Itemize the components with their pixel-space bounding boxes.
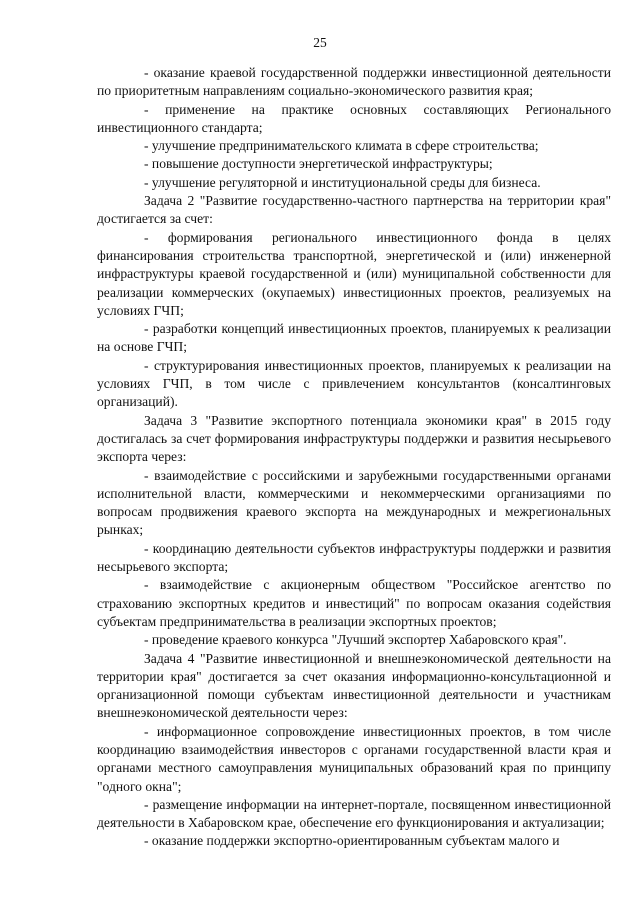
paragraph: - повышение доступности энергетической инфраструктуры; xyxy=(144,156,493,172)
paragraph: Задача 4 "Развитие инвестиционной и внешнеэкономической деятельности на территории края" достигается за счет оказания информационно-консультационной и организационной помощи субъектам инвестиционной деятельности и участникам внешнеэкономической деятельности через: xyxy=(97,650,611,721)
paragraph: - структурирования инвестиционных проектов, планируемых к реализации на условиях ГЧП, в том числе с привлечением консультантов (консалтинговых организаций). xyxy=(97,357,611,410)
paragraph: - разработки концепций инвестиционных проектов, планируемых к реализации на основе ГЧП; xyxy=(97,321,611,355)
paragraph: - размещение информации на интернет-портале, посвященном инвестиционной деятельности в Хабаровском крае, обеспечение его функционирования и актуализации; xyxy=(97,796,611,831)
paragraph: - улучшение предпринимательского климата в сфере строительства; xyxy=(144,138,539,154)
paragraph: - координацию деятельности субъектов инфраструктуры поддержки и развития несырьевого экспорта; xyxy=(97,540,611,575)
paragraph: - проведение краевого конкурса "Лучший экспортер Хабаровского края". xyxy=(144,632,567,648)
page-number: 25 xyxy=(313,35,327,50)
paragraph: Задача 3 "Развитие экспортного потенциала экономики края" в 2015 году достигалась за счет формирования инфраструктуры поддержки и развития несырьевого экспорта через: xyxy=(97,412,611,465)
paragraph: - взаимодействие с российскими и зарубежными государственными органами исполнительной власти, коммерческими и некоммерческими организациями по вопросам продвижения краевого экспорта на международных и межрегиональных рынках; xyxy=(97,467,611,538)
paragraph: - улучшение регуляторной и институциональной среды для бизнеса. xyxy=(144,174,541,190)
paragraph: - формирования регионального инвестиционного фонда в целях финансирования строительства транспортной, энергетической и (или) инженерной инфраструктуры краевой государственной и (или) муниципальной собственности для реализации коммерческих (окупаемых) инвестиционных проектов, реализуемых на условиях ГЧП; xyxy=(97,229,611,318)
paragraph: Задача 2 "Развитие государственно-частного партнерства на территории края" достигается за счет: xyxy=(97,193,611,227)
paragraph: - информационное сопровождение инвестиционных проектов, в том числе координацию взаимодействия инвесторов с органами государственной власти края и органами местного самоуправления муниципальных образований края по принципу "одного окна"; xyxy=(97,723,611,794)
paragraph: - оказание поддержки экспортно-ориентированным субъектам малого и xyxy=(144,833,560,849)
paragraph: - оказание краевой государственной поддержки инвестиционной деятельности по приоритетным направлениям социально-экономического развития края; xyxy=(97,65,611,99)
paragraph: - взаимодействие с акционерным обществом "Российское агентство по страхованию экспортных кредитов и инвестиций" по вопросам оказания содействия субъектам предпринимательства в реализации экспортных проектов; xyxy=(97,577,611,629)
paragraph: - применение на практике основных составляющих Регионального инвестиционного стандарта; xyxy=(97,101,611,135)
document-body xyxy=(97,64,611,851)
